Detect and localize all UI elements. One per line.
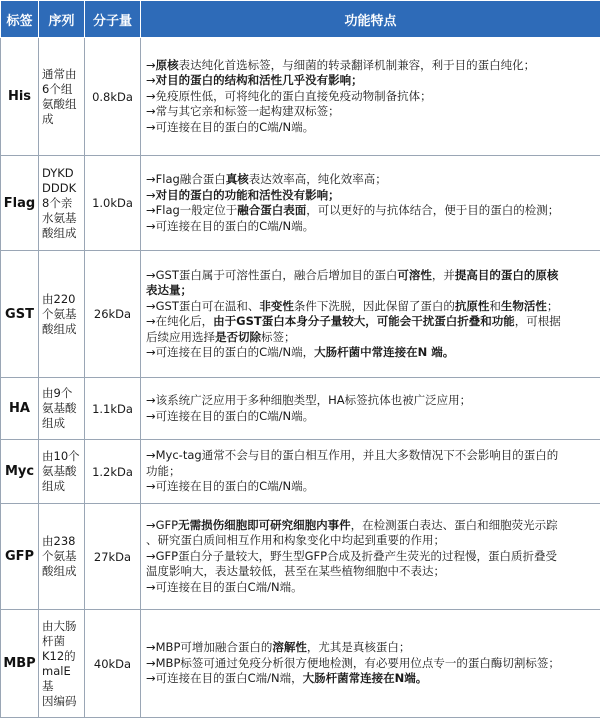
feature-text-bold: 可溶性 xyxy=(397,268,432,282)
feature-text: ，可根据 xyxy=(515,314,561,328)
sequence-cell xyxy=(39,378,85,440)
feature-text: →GFP蛋白分子量较大，野生型GFP合成及折叠产生荧光的过程慢，蛋白质折叠受 xyxy=(146,549,557,563)
feature-text: → xyxy=(146,188,156,202)
header-features: 功能特点 xyxy=(141,1,600,38)
feature-cell xyxy=(141,251,600,378)
feature-text: 表达纯化首选标签，与细菌的转录翻译机制兼容，利于目的蛋白纯化； xyxy=(179,58,536,72)
feature-text: →该系统广泛应用于多种细胞类型，HA标签抗体也被广泛应用； xyxy=(146,393,471,407)
header-tag: 标签 xyxy=(1,1,39,38)
feature-line xyxy=(146,533,595,549)
tag-name: GST xyxy=(1,251,39,378)
feature-text: →GST蛋白可在温和、 xyxy=(146,299,259,313)
table-row xyxy=(1,504,600,610)
table-row xyxy=(1,38,600,156)
feature-text: →可连接在目的蛋白C端/N端。 xyxy=(146,580,303,594)
feature-line xyxy=(146,479,595,495)
feature-line xyxy=(146,120,595,136)
feature-text: →Flag一般定位于 xyxy=(146,203,237,217)
feature-text: →常与其它亲和标签一起构建双标签； xyxy=(146,104,340,118)
tag-name: His xyxy=(1,38,39,156)
feature-text-bold: 融合蛋白表面 xyxy=(237,203,306,217)
sequence-text: 酸组成 xyxy=(42,322,81,337)
tag-name: MBP xyxy=(1,610,39,718)
feature-text-bold: 原核 xyxy=(156,58,179,72)
feature-text: →MBP可增加融合蛋白的 xyxy=(146,640,272,654)
feature-text: →Myc-tag通常不会与目的蛋白相互作用，并且大多数情况下不会影响目的蛋白的 xyxy=(146,448,558,462)
feature-text: 表达效率高，纯化效率高； xyxy=(249,172,387,186)
molecular-weight: 26kDa xyxy=(85,251,141,378)
feature-cell xyxy=(141,610,600,718)
tag-name: GFP xyxy=(1,504,39,610)
feature-line xyxy=(146,172,595,188)
feature-line xyxy=(146,89,595,105)
header-sequence: 序列 xyxy=(39,1,85,38)
sequence-text: 个氨基 xyxy=(42,307,81,322)
feature-text: 温度影响大，表达量较低，甚至在某些植物细胞中不表达； xyxy=(146,564,445,578)
feature-line xyxy=(146,104,595,120)
feature-text-bold: 提高目的蛋白的原核 xyxy=(455,268,559,282)
feature-line xyxy=(146,345,595,361)
sequence-text: 酸组成 xyxy=(42,564,81,579)
feature-text-bold: 表达量； xyxy=(146,283,192,297)
feature-text: 后续应用选择 xyxy=(146,330,215,344)
feature-line xyxy=(146,188,595,204)
feature-text: →可连接在目的蛋白C端/N端， xyxy=(146,671,303,685)
feature-line xyxy=(146,73,595,89)
feature-text: →可连接在目的蛋白的C端/N端。 xyxy=(146,479,314,493)
molecular-weight: 27kDa xyxy=(85,504,141,610)
sequence-text: 组成 xyxy=(42,479,81,494)
feature-text: 功能； xyxy=(146,464,181,478)
feature-line xyxy=(146,268,595,284)
feature-text: ，在检测蛋白表达、蛋白和细胞荧光示踪 xyxy=(351,518,558,532)
feature-text: →可连接在目的蛋白的C端/N端， xyxy=(146,345,314,359)
table-row xyxy=(1,156,600,251)
sequence-text: 通常由 xyxy=(42,67,81,82)
header-molecular-weight: 分子量 xyxy=(85,1,141,38)
feature-cell xyxy=(141,504,600,610)
feature-text-bold: 真核 xyxy=(226,172,249,186)
feature-text: →GFP xyxy=(146,518,178,532)
feature-line xyxy=(146,671,595,687)
feature-text: →可连接在目的蛋白的C端/N端。 xyxy=(146,120,314,134)
sequence-text: 8个亲 xyxy=(42,196,81,211)
feature-text: →免疫原性低，可将纯化的蛋白直接免疫动物制备抗体； xyxy=(146,89,432,103)
sequence-text: malE基 xyxy=(42,664,81,694)
feature-text: →MBP标签可通过免疫分析很方便地检测，有必要用位点专一的蛋白酶切割标签； xyxy=(146,656,560,670)
feature-line xyxy=(146,330,595,346)
sequence-cell xyxy=(39,440,85,504)
feature-line xyxy=(146,580,595,596)
feature-line xyxy=(146,299,595,315)
feature-text: → xyxy=(146,73,156,87)
feature-text: 、研究蛋白质间相互作用和构象变化中均起到重要的作用； xyxy=(146,533,445,547)
sequence-text: 水氨基 xyxy=(42,211,81,226)
sequence-cell xyxy=(39,610,85,718)
feature-text: ，可以更好的与抗体结合，便于目的蛋白的检测； xyxy=(306,203,559,217)
sequence-text: 组成 xyxy=(42,416,81,431)
feature-text: →可连接在目的蛋白的C端/N端。 xyxy=(146,409,314,423)
feature-text: 标签； xyxy=(261,330,296,344)
feature-line xyxy=(146,518,595,534)
feature-text-bold: 由于GST蛋白本身分子量较大，可能会干扰蛋白折叠和功能 xyxy=(213,314,515,328)
feature-line xyxy=(146,549,595,565)
sequence-text: DYKD xyxy=(42,166,81,181)
feature-text: →可连接在目的蛋白的C端/N端。 xyxy=(146,219,314,233)
feature-cell xyxy=(141,378,600,440)
feature-text: ，尤其是真核蛋白； xyxy=(307,640,411,654)
feature-line xyxy=(146,219,595,235)
feature-text: ； xyxy=(547,299,559,313)
feature-cell xyxy=(141,440,600,504)
table-row xyxy=(1,610,600,718)
feature-line xyxy=(146,409,595,425)
sequence-text: K12的 xyxy=(42,649,81,664)
sequence-text: 因编码 xyxy=(42,694,81,709)
sequence-text: DDDK xyxy=(42,181,81,196)
feature-text-bold: 生物活性 xyxy=(501,299,547,313)
feature-text: 条件下洗脱，因此保留了蛋白的 xyxy=(294,299,455,313)
feature-text: →Flag融合蛋白 xyxy=(146,172,226,186)
sequence-cell xyxy=(39,38,85,156)
molecular-weight: 40kDa xyxy=(85,610,141,718)
sequence-cell xyxy=(39,156,85,251)
sequence-text: 由220 xyxy=(42,292,81,307)
sequence-text: 酸组成 xyxy=(42,226,81,241)
feature-text-bold: 抗原性 xyxy=(455,299,490,313)
sequence-text: 杆菌 xyxy=(42,634,81,649)
molecular-weight: 1.2kDa xyxy=(85,440,141,504)
feature-text-bold: 无需损伤细胞即可研究细胞内事件 xyxy=(178,518,351,532)
sequence-cell xyxy=(39,504,85,610)
feature-line xyxy=(146,464,595,480)
feature-text-bold: 大肠杆菌中常连接在N 端。 xyxy=(314,345,454,359)
sequence-text: 个氨基 xyxy=(42,549,81,564)
feature-text: 和 xyxy=(489,299,501,313)
sequence-text: 由9个 xyxy=(42,386,81,401)
table-row xyxy=(1,251,600,378)
feature-line xyxy=(146,656,595,672)
feature-line xyxy=(146,283,595,299)
feature-line xyxy=(146,393,595,409)
feature-text: → xyxy=(146,58,156,72)
feature-text-bold: 溶解性 xyxy=(272,640,307,654)
sequence-text: 由238 xyxy=(42,534,81,549)
sequence-text: 成 xyxy=(42,112,81,127)
feature-text-bold: 对目的蛋白的结构和活性几乎没有影响； xyxy=(156,73,363,87)
feature-line xyxy=(146,203,595,219)
tag-name: Flag xyxy=(1,156,39,251)
sequence-text: 由10个 xyxy=(42,449,81,464)
feature-cell xyxy=(141,156,600,251)
tag-name: HA xyxy=(1,378,39,440)
sequence-text: 氨基酸 xyxy=(42,464,81,479)
feature-text-bold: 是否切除 xyxy=(215,330,261,344)
header-row xyxy=(1,1,600,38)
molecular-weight: 1.0kDa xyxy=(85,156,141,251)
table-row xyxy=(1,378,600,440)
feature-line xyxy=(146,640,595,656)
feature-line xyxy=(146,448,595,464)
sequence-text: 6个组 xyxy=(42,82,81,97)
tag-name: Myc xyxy=(1,440,39,504)
feature-cell xyxy=(141,38,600,156)
sequence-text: 氨基酸 xyxy=(42,401,81,416)
molecular-weight: 0.8kDa xyxy=(85,38,141,156)
molecular-weight: 1.1kDa xyxy=(85,378,141,440)
feature-text-bold: 对目的蛋白的功能和活性没有影响； xyxy=(156,188,340,202)
sequence-text: 氨酸组 xyxy=(42,97,81,112)
feature-line xyxy=(146,314,595,330)
feature-text: ，并 xyxy=(432,268,455,282)
feature-text: →GST蛋白属于可溶性蛋白，融合后增加目的蛋白 xyxy=(146,268,397,282)
table-row xyxy=(1,440,600,504)
feature-text-bold: 大肠杆菌常连接在N端。 xyxy=(303,671,428,685)
feature-line xyxy=(146,58,595,74)
feature-line xyxy=(146,564,595,580)
sequence-text: 由大肠 xyxy=(42,619,81,634)
sequence-cell xyxy=(39,251,85,378)
feature-text-bold: 非变性 xyxy=(259,299,294,313)
feature-text: →在纯化后， xyxy=(146,314,213,328)
